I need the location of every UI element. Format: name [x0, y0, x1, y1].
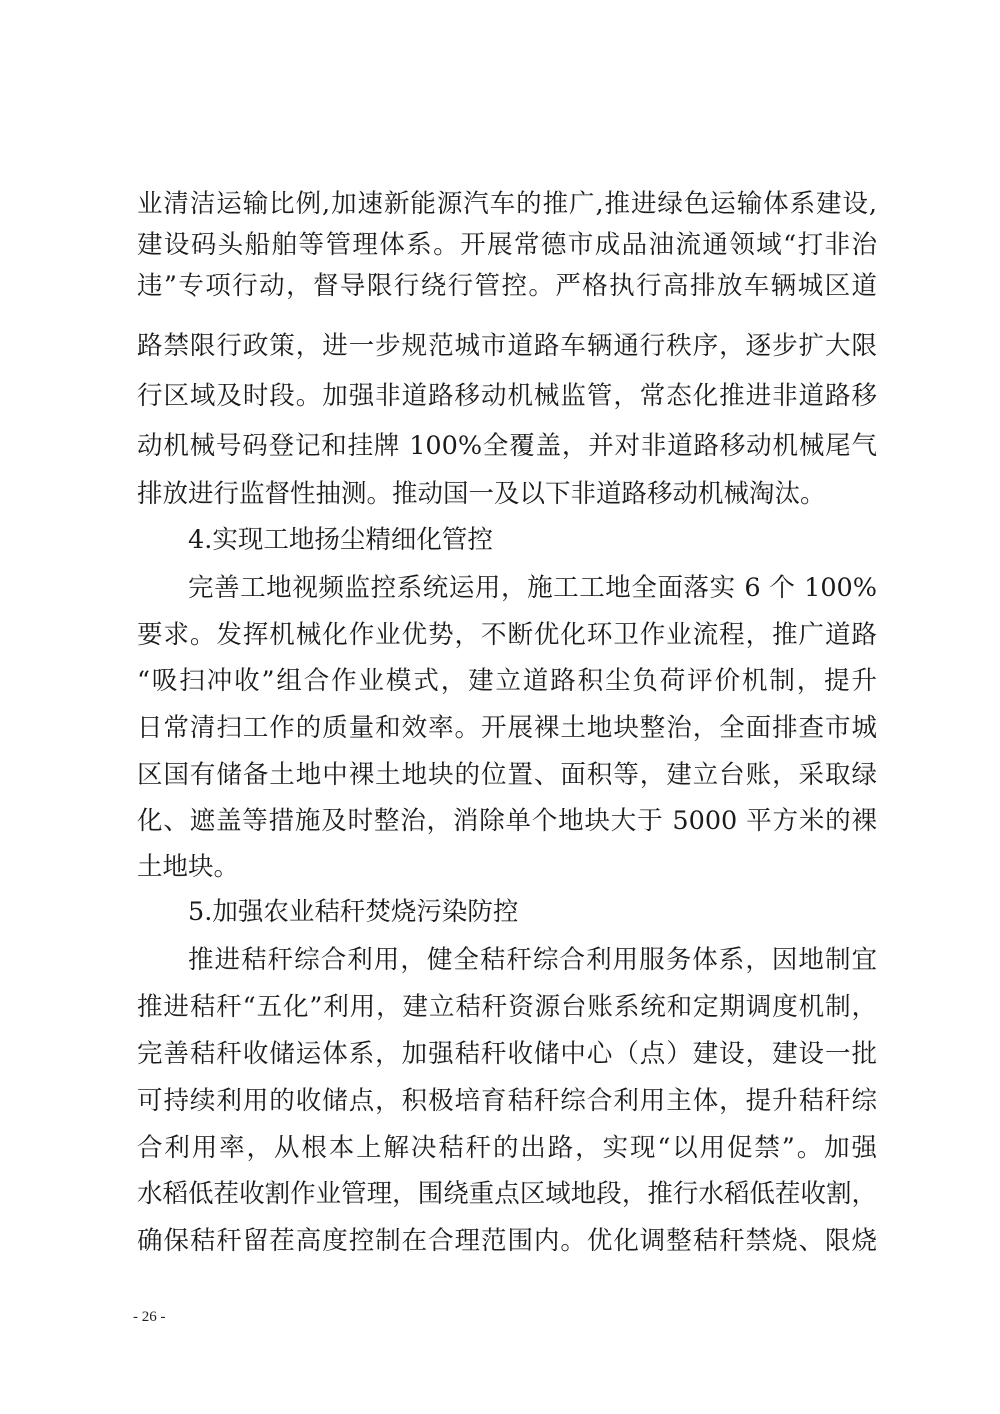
body-line: 行区域及时段。加强非道路移动机械监管，常态化推进非道路移 — [137, 381, 877, 411]
body-line: 要求。发挥机械化作业优势，不断优化环卫作业流程，推广道路 — [137, 620, 877, 650]
section-heading-5: 5.加强农业秸秆焚烧污染防控 — [188, 897, 519, 927]
page-number: - 26 - — [133, 1309, 166, 1325]
body-line: 日常清扫工作的质量和效率。开展裸土地块整治，全面排查市城 — [137, 713, 877, 743]
body-line: 土地块。 — [137, 852, 240, 882]
body-line: 路禁限行政策，进一步规范城市道路车辆通行秩序，逐步扩大限 — [137, 331, 877, 361]
body-line: 化、遮盖等措施及时整治，消除单个地块大于 5000 平方米的裸 — [137, 806, 877, 836]
section-heading-4: 4.实现工地扬尘精细化管控 — [188, 525, 493, 555]
body-line: 水稻低茬收割作业管理，围绕重点区域地段，推行水稻低茬收割， — [137, 1179, 877, 1209]
body-line: 区国有储备土地中裸土地块的位置、面积等，建立台账，采取绿 — [137, 760, 877, 790]
body-line: 可持续利用的收储点，积极培育秸秆综合利用主体，提升秸秆综 — [137, 1086, 877, 1116]
body-line: 合利用率，从根本上解决秸秆的出路，实现“以用促禁”。加强 — [137, 1133, 877, 1163]
body-line: 推进秸秆综合利用，健全秸秆综合利用服务体系，因地制宜 — [188, 945, 877, 975]
body-line: 业清洁运输比例,加速新能源汽车的推广,推进绿色运输体系建设, — [137, 189, 877, 219]
body-line: 排放进行监督性抽测。推动国一及以下非道路移动机械淘汰。 — [137, 479, 826, 509]
body-line: 违”专项行动，督导限行绕行管控。严格执行高排放车辆城区道 — [137, 271, 877, 301]
body-line: 完善秸秆收储运体系，加强秸秆收储中心（点）建设，建设一批 — [137, 1039, 877, 1069]
body-line: “吸扫冲收”组合作业模式，建立道路积尘负荷评价机制，提升 — [137, 666, 877, 696]
body-line: 确保秸秆留茬高度控制在合理范围内。优化调整秸秆禁烧、限烧 — [137, 1226, 877, 1256]
body-line: 完善工地视频监控系统运用，施工工地全面落实 6 个 100% — [188, 573, 877, 603]
body-line: 推进秸秆“五化”利用，建立秸秆资源台账系统和定期调度机制， — [137, 992, 877, 1022]
body-line: 动机械号码登记和挂牌 100%全覆盖，并对非道路移动机械尾气 — [137, 431, 877, 461]
body-line: 建设码头船舶等管理体系。开展常德市成品油流通领域“打非治 — [137, 230, 877, 260]
